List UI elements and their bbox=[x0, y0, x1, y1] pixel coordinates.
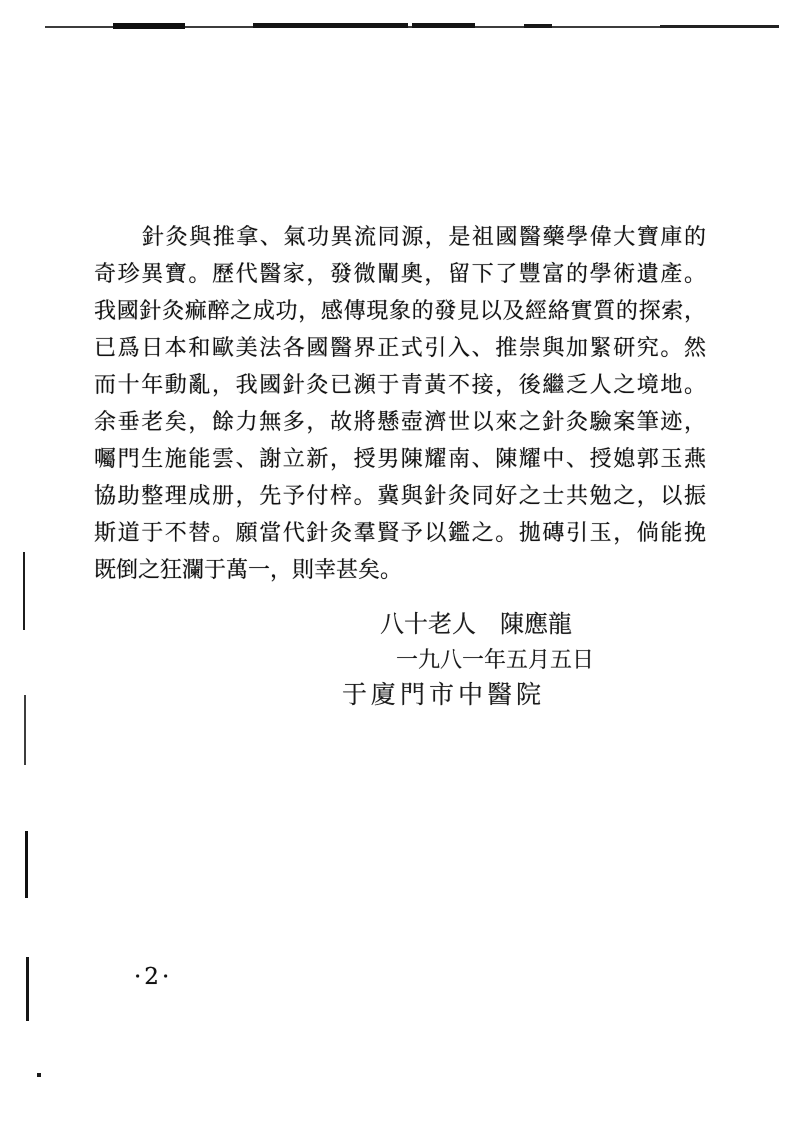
scan-artifact-top-line-segment bbox=[113, 23, 185, 29]
signature-date: 一九八一年五月五日 bbox=[396, 648, 595, 673]
scan-artifact-left-edge-line bbox=[24, 695, 26, 765]
scan-artifact-top-line-segment bbox=[253, 23, 408, 28]
scan-artifact-left-edge-line bbox=[23, 552, 25, 630]
signature-author: 八十老人 陳應龍 bbox=[380, 610, 572, 638]
scan-artifact-left-edge-line bbox=[25, 831, 28, 898]
preface-line: 協助整理成册，先予付梓。冀與針灸同好之士共勉之，以振 bbox=[94, 484, 706, 509]
scan-artifact-top-line-segment bbox=[412, 23, 475, 28]
scan-artifact-top-line-segment bbox=[524, 24, 552, 28]
preface-line: 斯道于不替。願當代針灸羣賢予以鑑之。拋磚引玉，倘能挽 bbox=[94, 521, 706, 546]
preface-line: 余垂老矣，餘力無多，故將懸壺濟世以來之針灸驗案筆迹， bbox=[94, 410, 706, 435]
preface-line: 囑門生施能雲、謝立新，授男陳耀南、陳耀中、授媳郭玉燕 bbox=[94, 447, 706, 472]
signature-place: 于廈門市中醫院 bbox=[342, 680, 546, 709]
preface-line: 而十年動亂，我國針灸已瀕于青黃不接，後繼乏人之境地。 bbox=[94, 373, 706, 398]
scan-artifact-speck bbox=[37, 1073, 41, 1077]
preface-line: 已爲日本和歐美法各國醫界正式引入、推崇與加緊研究。然 bbox=[94, 336, 706, 361]
preface-line: 針灸與推拿、氣功異流同源，是祖國醫藥學偉大寶庫的 bbox=[142, 225, 706, 250]
preface-text bbox=[94, 219, 706, 589]
preface-line: 奇珍異寶。歷代醫家，發微闡奧，留下了豐富的學術遺產。 bbox=[94, 262, 706, 287]
preface-line: 既倒之狂瀾于萬一，則幸甚矣。 bbox=[94, 558, 403, 583]
scan-artifact-top-line-segment bbox=[660, 25, 779, 28]
preface-line: 我國針灸痲醉之成功，感傳現象的發見以及經絡實質的探索， bbox=[94, 299, 706, 324]
page-number: ·2· bbox=[134, 964, 173, 990]
scan-artifact-left-edge-line bbox=[26, 957, 29, 1021]
